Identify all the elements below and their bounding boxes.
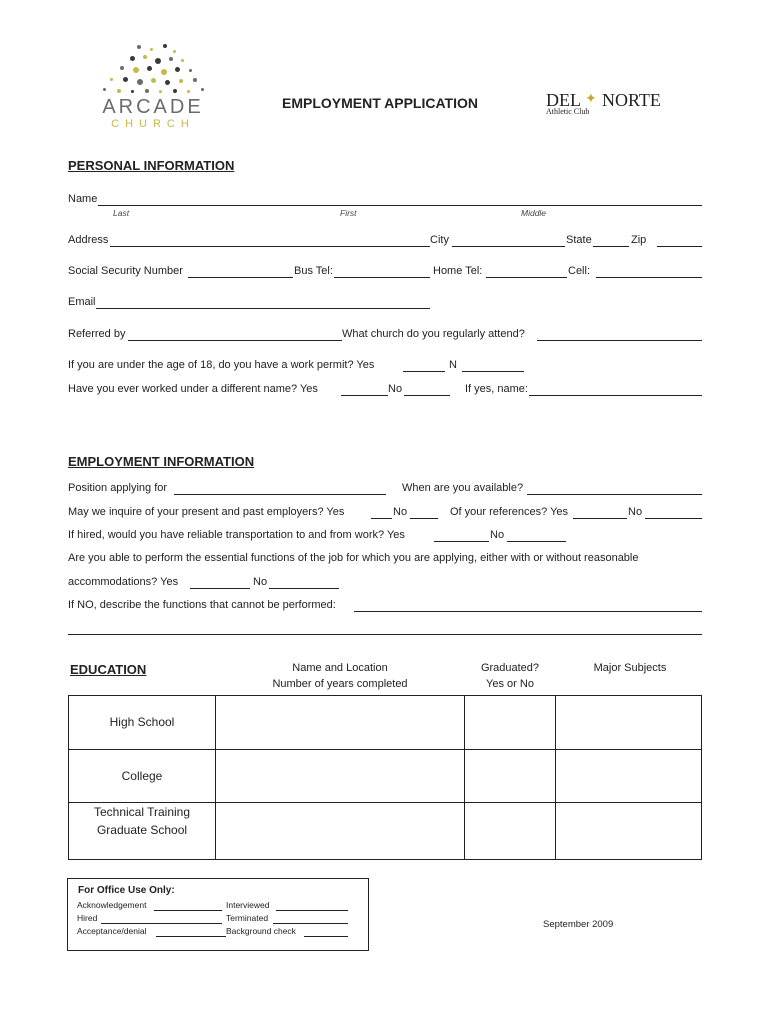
state-field[interactable]: [593, 246, 629, 247]
email-field[interactable]: [96, 308, 430, 309]
row-technical-label-line1: Technical Training: [93, 805, 191, 819]
high-school-graduated-cell[interactable]: [465, 696, 555, 749]
del-norte-logo: [546, 90, 666, 120]
referred-by-label: Referred by: [68, 328, 126, 340]
arcade-church-logo: [95, 42, 210, 132]
permit-no-label: N: [449, 359, 457, 371]
logo-norte-text: NORTE: [602, 90, 661, 110]
ssn-field[interactable]: [188, 277, 293, 278]
high-school-name-cell[interactable]: [216, 696, 464, 749]
col-graduated-line1: Graduated?: [480, 662, 540, 674]
diff-name-yes-field[interactable]: [341, 395, 388, 396]
inquire-no-field[interactable]: [410, 518, 438, 519]
if-yes-name-field[interactable]: [529, 395, 702, 396]
if-no-describe-field-line2[interactable]: [68, 634, 702, 635]
hired-field[interactable]: [101, 923, 222, 924]
personal-info-heading: PERSONAL INFORMATION: [68, 158, 235, 173]
address-label: Address: [68, 234, 109, 246]
transport-no-field[interactable]: [507, 541, 566, 542]
col-name-location-line1: Name and Location: [292, 662, 388, 674]
state-label: State: [566, 234, 592, 246]
logo-athletic-text: Athletic Club: [546, 107, 590, 116]
if-no-describe-field[interactable]: [354, 611, 702, 612]
references-no-label: No: [628, 506, 643, 518]
name-label: Name: [68, 193, 98, 205]
position-label: Position applying for: [68, 482, 168, 494]
if-yes-name-label: If yes, name:: [465, 383, 528, 395]
permit-yes-field[interactable]: [403, 371, 445, 372]
row-high-school-label: High School: [109, 715, 175, 729]
ssn-label: Social Security Number: [68, 265, 183, 277]
transport-question: If hired, would you have reliable transportation to and from work? Yes: [68, 529, 405, 541]
office-use-box: [67, 878, 369, 951]
col-major-subjects: Major Subjects: [593, 662, 667, 674]
email-label: Email: [68, 296, 96, 308]
acknowledgement-label: Acknowledgement: [77, 900, 147, 910]
referred-by-field[interactable]: [128, 340, 342, 341]
name-field[interactable]: [98, 205, 702, 206]
high-school-major-cell[interactable]: [556, 696, 701, 749]
education-heading: EDUCATION: [70, 662, 147, 677]
essential-question-line1: Are you able to perform the essential functions of the job for which you are applying, either with or without reasonable: [68, 552, 639, 564]
acceptance-field[interactable]: [156, 936, 226, 937]
essential-question-line2: accommodations? Yes: [68, 576, 179, 588]
transport-yes-field[interactable]: [434, 541, 489, 542]
inquire-question: May we inquire of your present and past employers? Yes: [68, 506, 345, 518]
terminated-label: Terminated: [226, 913, 269, 923]
col-name-location-line2: Number of years completed: [272, 678, 408, 690]
references-yes-field[interactable]: [573, 518, 627, 519]
interviewed-field[interactable]: [276, 910, 348, 911]
logo-dots: [95, 42, 210, 97]
technical-name-cell[interactable]: [216, 803, 464, 859]
references-question: Of your references? Yes: [450, 506, 569, 518]
city-field[interactable]: [452, 246, 565, 247]
footer-date: September 2009: [543, 919, 614, 930]
zip-field[interactable]: [657, 246, 702, 247]
church-label: What church do you regularly attend?: [342, 328, 525, 340]
diff-name-no-label: No: [388, 383, 403, 395]
star-icon: ✦: [585, 90, 597, 106]
essential-no-field[interactable]: [269, 588, 339, 589]
diff-name-no-field[interactable]: [404, 395, 450, 396]
zip-label: Zip: [631, 234, 647, 246]
name-sub-middle: Middle: [521, 208, 547, 218]
hired-label: Hired: [77, 913, 98, 923]
col-graduated-line2: Yes or No: [486, 678, 534, 690]
transport-no-label: No: [490, 529, 505, 541]
name-sub-first: First: [340, 208, 357, 218]
church-field[interactable]: [537, 340, 702, 341]
terminated-field[interactable]: [273, 923, 348, 924]
name-sub-last: Last: [113, 208, 130, 218]
acknowledgement-field[interactable]: [154, 910, 222, 911]
college-graduated-cell[interactable]: [465, 750, 555, 802]
row-college-label: College: [121, 769, 163, 783]
employment-info-heading: EMPLOYMENT INFORMATION: [68, 454, 255, 469]
available-field[interactable]: [527, 494, 702, 495]
inquire-yes-field[interactable]: [371, 518, 392, 519]
home-tel-label: Home Tel:: [433, 265, 483, 277]
if-no-describe-label: If NO, describe the functions that cannot be performed:: [68, 599, 336, 611]
logo-arcade-text: ARCADE: [102, 96, 204, 118]
address-field[interactable]: [110, 246, 430, 247]
references-no-field[interactable]: [645, 518, 702, 519]
bus-tel-field[interactable]: [334, 277, 430, 278]
logo-del-text: DEL: [546, 90, 581, 110]
essential-no-label: No: [253, 576, 268, 588]
page-title: EMPLOYMENT APPLICATION: [282, 95, 478, 111]
cell-label: Cell:: [568, 265, 591, 277]
acceptance-label: Acceptance/denial: [77, 926, 147, 936]
cell-field[interactable]: [596, 277, 702, 278]
interviewed-label: Interviewed: [226, 900, 270, 910]
city-label: City: [430, 234, 449, 246]
row-technical-label-line2: Graduate School: [96, 823, 188, 837]
college-name-cell[interactable]: [216, 750, 464, 802]
inquire-no-label: No: [393, 506, 408, 518]
essential-yes-field[interactable]: [190, 588, 250, 589]
background-check-label: Background check: [226, 926, 296, 936]
logo-church-text: CHURCH: [111, 118, 195, 130]
available-label: When are you available?: [402, 482, 524, 494]
technical-graduated-cell[interactable]: [465, 803, 555, 859]
home-tel-field[interactable]: [486, 277, 567, 278]
background-check-field[interactable]: [304, 936, 348, 937]
permit-question: If you are under the age of 18, do you have a work permit? Yes: [68, 359, 375, 371]
technical-major-cell[interactable]: [556, 803, 701, 859]
permit-no-field[interactable]: [462, 371, 524, 372]
college-major-cell[interactable]: [556, 750, 701, 802]
bus-tel-label: Bus Tel:: [294, 265, 333, 277]
office-use-heading: For Office Use Only:: [78, 885, 175, 896]
position-field[interactable]: [174, 494, 386, 495]
education-table: [68, 695, 702, 860]
diff-name-question: Have you ever worked under a different name? Yes: [68, 383, 318, 395]
